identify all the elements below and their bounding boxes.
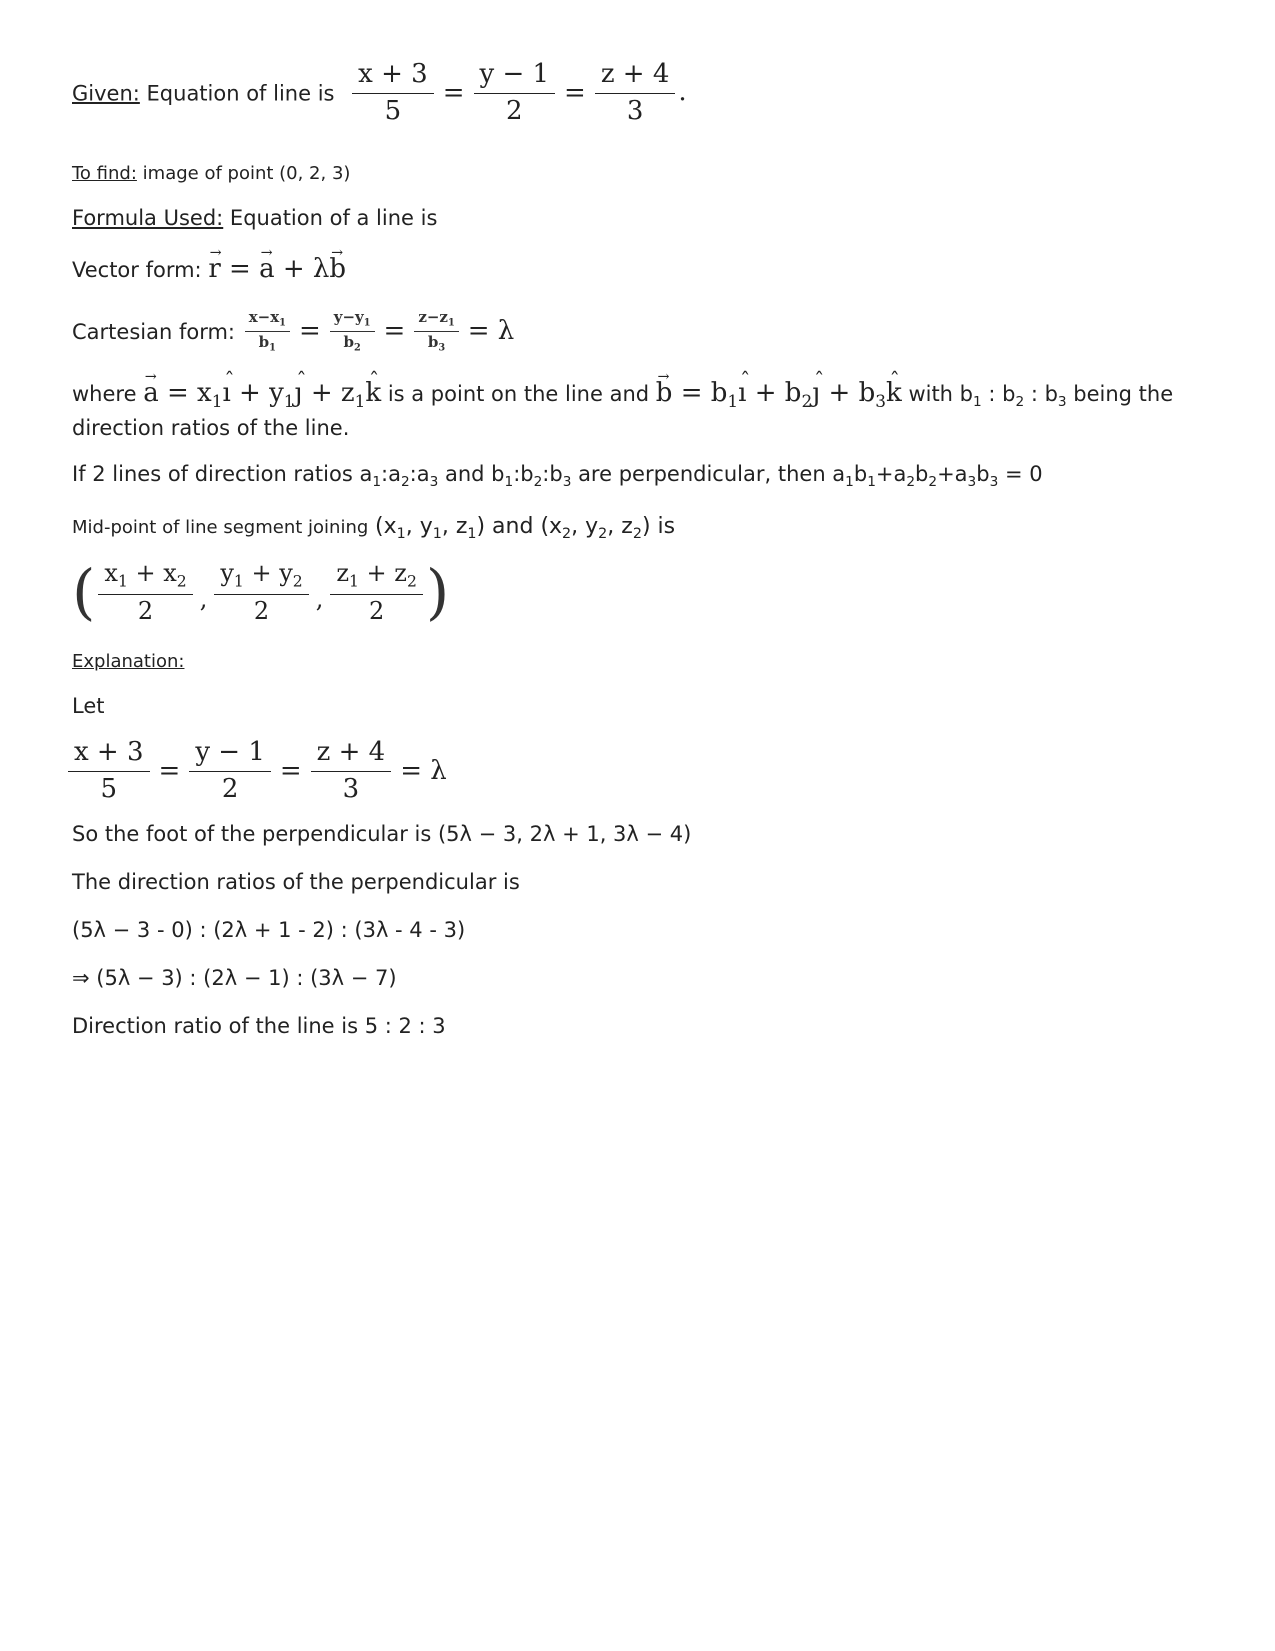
where-mid-text: is a point on the line and — [387, 382, 650, 406]
formula-label: Formula Used: — [72, 206, 224, 230]
vector-form-line — [72, 254, 346, 284]
fraction: $\frac{y-y_1}{b_2}$ — [330, 309, 375, 353]
fraction: $\frac{z + 4}{3}$ — [311, 738, 392, 805]
given-label: Given: — [72, 81, 140, 106]
midpoint-formula: ( $\frac{x_1 + x_2}{2}$ , $\frac{y_1 + y_2}{2}$ , $\frac{z_1 + z_2}{2}$ ) — [72, 557, 450, 628]
explanation-label: Explanation: — [72, 651, 185, 672]
midpoint-text: Mid-point of line segment joining — [72, 517, 369, 538]
cartesian-form-label: Cartesian form: — [72, 320, 235, 345]
perpendicular-rule-line: If 2 lines of direction ratios $a_1:a_2:a_3$ and $b_1:b_2:b_3$ are perpendicular, then $a_1b_1+a_2b_2+a_3b_3 = 0$ — [72, 462, 1043, 490]
to-find-text: image of point (0, 2, 3) — [142, 163, 351, 184]
b-vector-expression: b → = $b_1ı$ ˆ + $b_2ȷ$ ˆ + $b_3k$ ˆ — [656, 378, 902, 408]
formula-line — [72, 206, 437, 230]
vector-form-label: Vector form: — [72, 258, 202, 282]
to-find-label: To find: — [72, 163, 137, 184]
fraction: $\frac{y - 1}{2}$ — [474, 60, 556, 127]
fraction: $\frac{x_1 + x_2}{2}$ — [98, 560, 192, 626]
fraction: $\frac{x + 3}{5}$ — [68, 738, 150, 805]
let-text: Let — [72, 694, 105, 718]
fraction: $\frac{y_1 + y_2}{2}$ — [214, 560, 308, 626]
fraction: $\frac{z + 4}{3}$ — [595, 60, 676, 127]
a-vector-expression: a → = $x_1ı$ ˆ + $y_1ȷ$ ˆ + $z_1k$ ˆ — [143, 378, 381, 408]
step-line: ⇒ (5λ − 3) : (2λ − 1) : (3λ − 7) — [72, 966, 397, 990]
cartesian-equation: $\frac{x-x_1}{b_1}$ = $\frac{y-y_1}{b_2}$ = $\frac{z-z_1}{b_3}$ = λ — [242, 315, 521, 345]
with-text: with $b_1$ : $b_2$ : $b_3$ being the — [908, 382, 1174, 410]
given-line — [72, 60, 687, 127]
where-cont-line: direction ratios of the line. — [72, 416, 350, 440]
let-equation: $\frac{x + 3}{5}$ = $\frac{y - 1}{2}$ = $\frac{z + 4}{3}$ = λ — [72, 738, 453, 805]
step-line: So the foot of the perpendicular is (5λ − 3, 2λ + 1, 3λ − 4) — [72, 822, 692, 846]
to-find-line — [72, 163, 350, 184]
fraction: $\frac{x + 3}{5}$ — [352, 60, 434, 127]
fraction: $\frac{y - 1}{2}$ — [189, 738, 271, 805]
fraction: $\frac{z_1 + z_2}{2}$ — [330, 560, 423, 626]
where-line — [72, 378, 1173, 411]
vector-equation: r → = a → + λb → — [208, 254, 346, 284]
step-line: The direction ratios of the perpendicular is — [72, 870, 520, 894]
formula-text: Equation of a line is — [229, 206, 438, 230]
step-line: (5λ − 3 - 0) : (2λ + 1 - 2) : (3λ - 4 - 3) — [72, 918, 466, 942]
given-text: Equation of line is — [146, 81, 335, 106]
midpoint-line: Mid-point of line segment joining ($x_1$, $y_1$, $z_1$) and ($x_2$, $y_2$, $z_2$) is — [72, 514, 676, 542]
fraction: $\frac{x-x_1}{b_1}$ — [245, 309, 290, 353]
given-equation: $\frac{x + 3}{5}$ = $\frac{y - 1}{2}$ = $\frac{z + 4}{3}$ . — [349, 77, 687, 107]
fraction: $\frac{z-z_1}{b_3}$ — [414, 309, 458, 353]
where-text: where — [72, 382, 137, 406]
step-line: Direction ratio of the line is 5 : 2 : 3 — [72, 1014, 446, 1038]
cartesian-form-line — [72, 309, 520, 353]
